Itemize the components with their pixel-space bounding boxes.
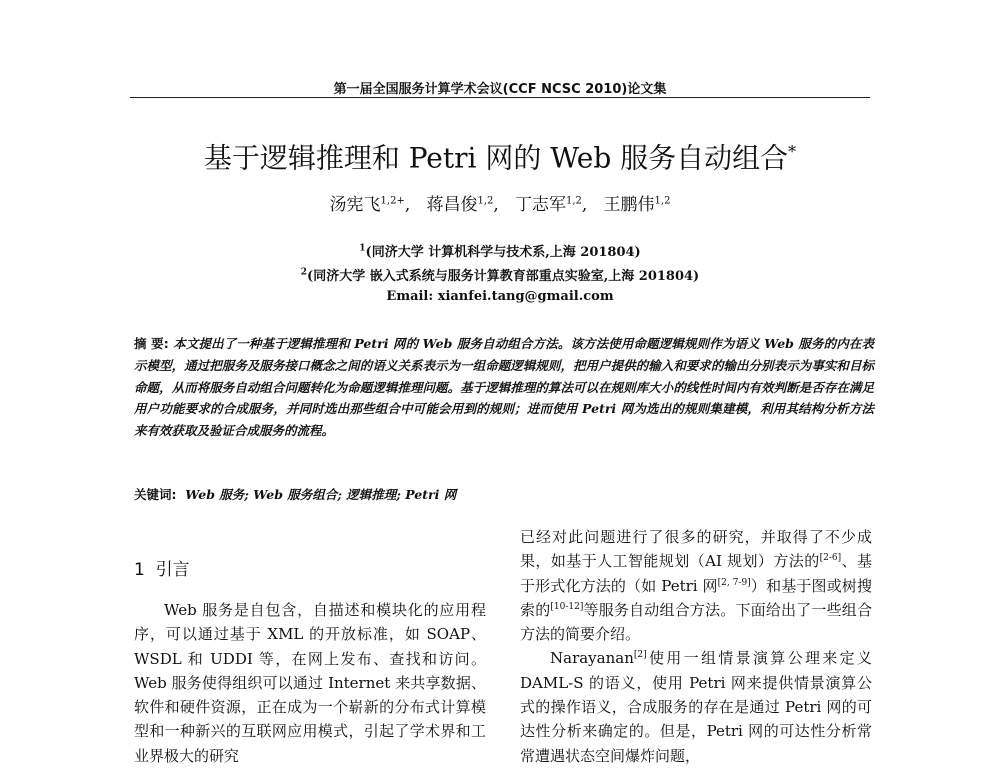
affiliation-2 <box>0 265 1000 284</box>
affiliation-sup: 1 <box>359 243 366 254</box>
body-paragraph: Web 服务是自包含，自描述和模块化的应用程序，可以通过基于 XML 的开放标准，如 SOAP、WSDL 和 UDDI 等，在网上发布、查找和访问。Web 服务使得组织可以通过 Internet 来共享数据、软件和硬件资源，正在成为一个崭新的分布式计算模型和一种新兴的互联网应用模式，引起了学术界和工业界极大的研究 <box>134 601 486 765</box>
author-name: 王鹏伟 <box>603 195 655 215</box>
author-email[interactable]: Email: xianfei.tang@gmail.com <box>386 289 614 304</box>
author-name: 蒋昌俊 <box>426 195 478 215</box>
abstract-label: 摘 要: <box>134 336 169 351</box>
text-run: ）和基于图或树搜索的 <box>520 576 872 619</box>
text-run: Narayanan <box>550 649 634 668</box>
body-paragraph <box>520 646 872 767</box>
keywords <box>134 485 874 503</box>
header-rule <box>130 97 870 98</box>
paper-title-text: 基于逻辑推理和 Petri 网的 Web 服务自动组合 <box>203 141 789 175</box>
author-affiliation-sup: 1,2 <box>477 195 494 207</box>
text-run: 使用一组情景演算公理来定义 DAML-S 的语义，使用 Petri 网来提供情景演算公式的操作语义，合成服务的存在是通过 Petri 网的可达性分析来确定的。但是，Petri 网的可达性分析常常遭遇状态空间爆炸问题， <box>520 649 872 765</box>
text-run: 已经对此问题进行了很多的研究，并取得了不少成果，如基于人工智能规划（AI 规划）方法的 <box>520 528 872 571</box>
citation[interactable]: [2] <box>633 650 647 661</box>
section-heading <box>134 555 190 580</box>
title-footnote-marker: * <box>788 142 797 161</box>
author-affiliation-sup: 1,2+ <box>380 195 405 207</box>
author-affiliation-sup: 1,2 <box>654 195 671 207</box>
body-paragraph <box>520 525 872 646</box>
affiliation-1 <box>0 241 1000 260</box>
author-affiliation-sup: 1,2 <box>566 195 582 207</box>
author-name: 汤宪飞 <box>329 195 381 215</box>
paper-title <box>0 134 1000 176</box>
affiliation-text: (同济大学 计算机科学与技术系,上海 201804) <box>365 245 641 260</box>
body-column-left <box>134 598 486 768</box>
author-name: 丁志军 <box>515 195 566 215</box>
keywords-text: Web 服务; Web 服务组合; 逻辑推理; Petri 网 <box>185 487 457 502</box>
affiliation-text: (同济大学 嵌入式系统与服务计算教育部重点实验室,上海 201804) <box>307 269 700 284</box>
section-number: 1 <box>134 560 145 580</box>
citation[interactable]: [2-6] <box>819 553 842 564</box>
affiliation-sup: 2 <box>300 267 308 278</box>
keywords-label: 关键词: <box>134 487 177 502</box>
text-run: 等服务自动组合方法。下面给出了一些组合方法的简要介绍。 <box>520 600 872 644</box>
abstract-text: 本文提出了一种基于逻辑推理和 Petri 网的 Web 服务自动组合方法。该方法使用命题逻辑规则作为语义 Web 服务的内在表示模型，通过把服务及服务接口概念之间的语义关系表示为一组命题逻辑规则，把用户提供的输入和要求的输出分别表示为事实和目标命题，从而将服务自动组合问题转化为命题逻辑推理问题。基于逻辑推理的算法可以在规则库大小的线性时间内有效判断是否存在满足用户功能要求的合成服务，并同时选出那些组合中可能会用到的规则；进而使用 Petri 网为选出的规则集建模，利用其结构分析方法来有效获取及验证合成服务的流程。 <box>134 336 874 439</box>
author-list: 汤宪飞$^{1,2+}$, 蒋昌俊$^{1,2}$, 丁志军$^{1,2}$, 王鹏伟$^{1,2}$ <box>329 195 671 215</box>
body-column-right <box>520 525 872 768</box>
section-title: 引言 <box>155 560 190 580</box>
citation[interactable]: [10-12] <box>550 601 584 612</box>
citation[interactable]: [2, 7-9] <box>717 577 751 588</box>
abstract <box>134 333 874 442</box>
text-run: 、基于形式化方法的（如 Petri 网 <box>520 552 872 595</box>
running-head: 第一届全国服务计算学术会议(CCF NCSC 2010)论文集 <box>333 82 667 97</box>
